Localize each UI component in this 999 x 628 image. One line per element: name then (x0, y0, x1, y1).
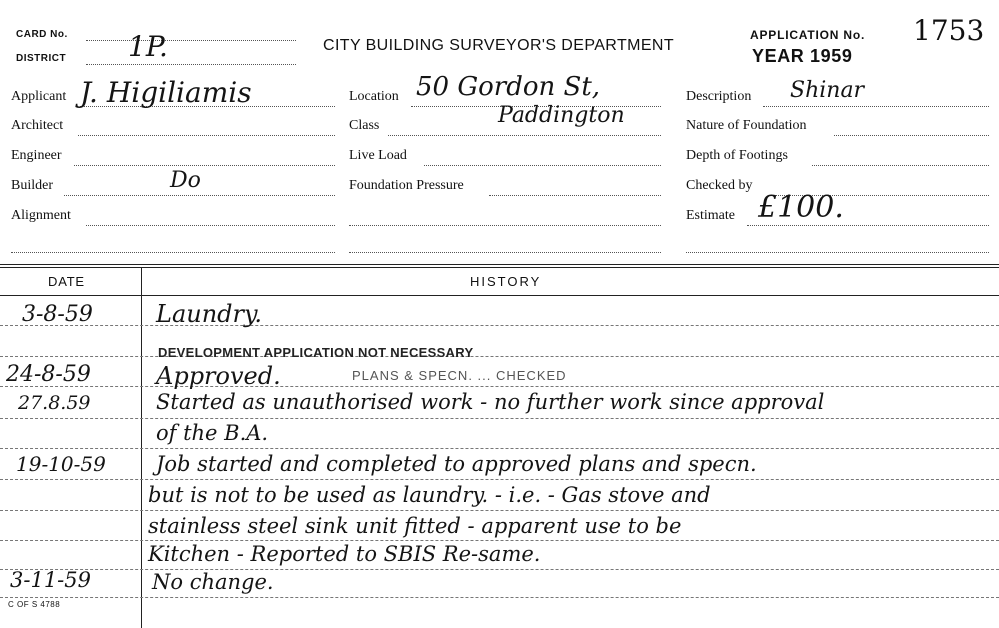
location-value-2: Paddington (498, 103, 625, 128)
district-value: 1P. (128, 30, 168, 63)
history-date-4: 19-10-59 (16, 452, 106, 476)
history-entry-1: Laundry. (156, 300, 262, 328)
date-header: DATE (48, 274, 85, 289)
development-stamp: DEVELOPMENT APPLICATION NOT NECESSARY (158, 345, 474, 360)
checked-by-label: Checked by (686, 178, 753, 193)
form-code: C OF S 4788 (8, 600, 61, 609)
builder-label: Builder (11, 178, 53, 193)
plans-checked-stamp: PLANS & SPECN. ... CHECKED (352, 368, 567, 383)
history-entry-3b: of the B.A. (156, 421, 269, 445)
table-header-border (0, 295, 999, 296)
history-entry-4a: Job started and completed to approved plans and specn. (156, 452, 757, 476)
estimate-label: Estimate (686, 208, 735, 223)
architect-label: Architect (11, 118, 64, 133)
history-entry-4b: but is not to be used as laundry. - i.e. - Gas stove and (148, 483, 711, 507)
history-entry-4c: stainless steel sink unit fitted - apparent use to be (148, 514, 682, 538)
application-number: 1753 (913, 14, 985, 47)
applicant-value: J. Higiliamis (80, 76, 252, 109)
history-date-2: 24-8-59 (6, 362, 91, 387)
description-value: Shinar (790, 78, 865, 103)
card-no-label: CARD No. (16, 29, 68, 40)
engineer-label: Engineer (11, 148, 62, 163)
history-date-5: 3-11-59 (10, 568, 91, 592)
location-value: 50 Gordon St, (416, 72, 601, 102)
foundation-pressure-label: Foundation Pressure (349, 178, 464, 193)
history-entry-3a: Started as unauthorised work - no further work since approval (156, 390, 825, 414)
history-header: HISTORY (470, 274, 542, 289)
table-top-border (0, 264, 999, 265)
location-label: Location (349, 89, 399, 104)
history-entry-5: No change. (152, 570, 274, 594)
estimate-value: £100. (758, 190, 844, 225)
live-load-label: Live Load (349, 148, 407, 163)
depth-of-footings-label: Depth of Footings (686, 148, 788, 163)
builder-value: Do (170, 168, 201, 193)
district-label: DISTRICT (16, 53, 67, 64)
year-label: YEAR 1959 (752, 46, 853, 66)
class-label: Class (349, 118, 380, 133)
history-date-3: 27.8.59 (18, 392, 91, 414)
history-date-1: 3-8-59 (22, 302, 93, 327)
history-entry-2: Approved. (156, 362, 281, 390)
alignment-label: Alignment (11, 208, 71, 223)
department-title: CITY BUILDING SURVEYOR'S DEPARTMENT (323, 37, 675, 54)
nature-of-foundation-label: Nature of Foundation (686, 118, 807, 133)
description-label: Description (686, 89, 752, 104)
application-label: APPLICATION No. (750, 28, 866, 42)
applicant-label: Applicant (11, 89, 67, 104)
history-entry-4d: Kitchen - Reported to SBIS Re-same. (148, 542, 541, 566)
